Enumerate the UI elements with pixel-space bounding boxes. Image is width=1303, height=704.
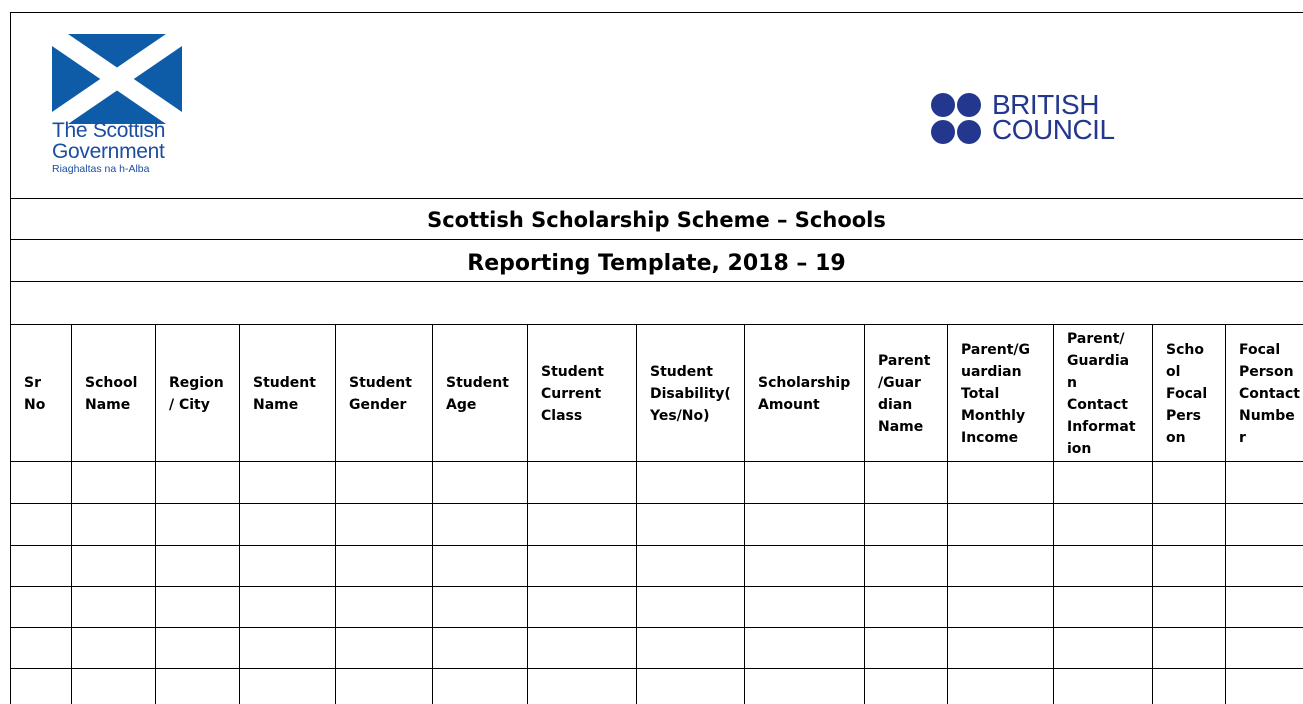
table-cell bbox=[157, 629, 238, 667]
table-cell bbox=[949, 505, 1052, 544]
table-cell bbox=[241, 670, 334, 703]
table-cell bbox=[949, 629, 1052, 667]
table-cell bbox=[434, 629, 526, 667]
table-cell bbox=[73, 629, 154, 667]
subtitle-divider bbox=[10, 281, 1303, 282]
column-header: Scho ol Focal Pers on bbox=[1166, 341, 1208, 446]
column-header: Parent/ Guardia n Contact Informat ion bbox=[1067, 330, 1136, 457]
table-cell bbox=[529, 629, 635, 667]
table-cell bbox=[12, 588, 70, 626]
table-cell bbox=[73, 505, 154, 544]
table-cell bbox=[337, 463, 431, 502]
column-header: Scholarship Amount bbox=[758, 374, 851, 413]
column-header: Parent/G uardian Total Monthly Income bbox=[961, 341, 1030, 446]
table-cell bbox=[1055, 629, 1151, 667]
table-cell bbox=[1055, 670, 1151, 703]
table-cell bbox=[949, 588, 1052, 626]
row-divider bbox=[10, 461, 1303, 462]
table-cell bbox=[1154, 588, 1224, 626]
table-cell bbox=[1227, 547, 1302, 585]
table-cell bbox=[12, 463, 70, 502]
row-divider bbox=[10, 586, 1303, 587]
table-cell bbox=[746, 588, 863, 626]
row-divider bbox=[10, 545, 1303, 546]
top-border bbox=[10, 12, 1303, 13]
table-cell bbox=[1227, 588, 1302, 626]
title-divider bbox=[10, 239, 1303, 240]
table-cell bbox=[746, 505, 863, 544]
column-header: Focal Person Contact Numbe r bbox=[1239, 341, 1300, 446]
table-cell bbox=[157, 588, 238, 626]
table-cell bbox=[1227, 629, 1302, 667]
table-cell bbox=[1154, 463, 1224, 502]
table-cell bbox=[1055, 505, 1151, 544]
british-council-dots-icon bbox=[930, 92, 984, 148]
table-cell bbox=[638, 463, 743, 502]
table-cell bbox=[337, 547, 431, 585]
table-cell bbox=[157, 505, 238, 544]
table-cell bbox=[73, 547, 154, 585]
table-cell bbox=[12, 505, 70, 544]
table-cell bbox=[1154, 547, 1224, 585]
table-cell bbox=[638, 547, 743, 585]
saltire-flag-icon bbox=[52, 34, 182, 124]
row-divider bbox=[10, 627, 1303, 628]
table-cell bbox=[337, 588, 431, 626]
scottish-government-logo bbox=[22, 14, 210, 197]
table-cell bbox=[337, 505, 431, 544]
table-cell bbox=[1154, 670, 1224, 703]
table-cell bbox=[638, 505, 743, 544]
table-cell bbox=[12, 670, 70, 703]
column-header: Student Disability( Yes/No) bbox=[650, 363, 731, 424]
table-cell bbox=[638, 629, 743, 667]
table-cell bbox=[434, 547, 526, 585]
table-cell bbox=[1055, 588, 1151, 626]
table-cell bbox=[866, 670, 946, 703]
table-cell bbox=[638, 670, 743, 703]
table-cell bbox=[866, 463, 946, 502]
table-cell bbox=[12, 629, 70, 667]
column-header: Parent /Guar dian Name bbox=[878, 352, 931, 435]
column-header: Sr No bbox=[24, 374, 46, 413]
table-cell bbox=[73, 670, 154, 703]
table-cell bbox=[73, 463, 154, 502]
table-cell bbox=[1055, 463, 1151, 502]
table-cell bbox=[866, 588, 946, 626]
table-cell bbox=[157, 670, 238, 703]
table-cell bbox=[866, 547, 946, 585]
table-cell bbox=[949, 463, 1052, 502]
table-cell bbox=[1154, 629, 1224, 667]
scottish-logo-line-2: Government bbox=[52, 140, 165, 163]
column-header: Student Gender bbox=[349, 374, 412, 413]
table-cell bbox=[1154, 505, 1224, 544]
table-cell bbox=[241, 463, 334, 502]
table-cell bbox=[746, 670, 863, 703]
column-header: School Name bbox=[85, 374, 138, 413]
row-divider bbox=[10, 503, 1303, 504]
table-cell bbox=[241, 505, 334, 544]
table-cell bbox=[434, 505, 526, 544]
column-header: Region / City bbox=[169, 374, 224, 413]
table-cell bbox=[529, 670, 635, 703]
blank-row-divider bbox=[10, 324, 1303, 325]
column-header: Student Age bbox=[446, 374, 509, 413]
column-header: Student Current Class bbox=[541, 363, 604, 424]
table-cell bbox=[746, 629, 863, 667]
scottish-logo-line-1: The Scottish bbox=[52, 119, 166, 142]
document-subtitle: Reporting Template, 2018 – 19 bbox=[467, 251, 846, 276]
table-cell bbox=[241, 629, 334, 667]
table-cell bbox=[337, 629, 431, 667]
table-cell bbox=[949, 547, 1052, 585]
table-cell bbox=[1227, 670, 1302, 703]
table-cell bbox=[1055, 547, 1151, 585]
column-header: Student Name bbox=[253, 374, 316, 413]
table-cell bbox=[1227, 505, 1302, 544]
table-cell bbox=[638, 588, 743, 626]
table-cell bbox=[337, 670, 431, 703]
table-cell bbox=[949, 670, 1052, 703]
table-cell bbox=[241, 588, 334, 626]
row-divider bbox=[10, 668, 1303, 669]
table-cell bbox=[12, 547, 70, 585]
table-cell bbox=[529, 547, 635, 585]
table-cell bbox=[434, 670, 526, 703]
table-cell bbox=[866, 505, 946, 544]
table-cell bbox=[241, 547, 334, 585]
scottish-logo-line-3: Riaghaltas na h-Alba bbox=[52, 163, 150, 175]
table-cell bbox=[866, 629, 946, 667]
british-council-logo bbox=[930, 89, 1130, 148]
header-divider bbox=[10, 198, 1303, 199]
british-council-line-2: COUNCIL bbox=[992, 114, 1115, 145]
document-title: Scottish Scholarship Scheme – Schools bbox=[427, 208, 886, 232]
table-cell bbox=[529, 463, 635, 502]
table-cell bbox=[157, 463, 238, 502]
table-cell bbox=[434, 588, 526, 626]
table-cell bbox=[157, 547, 238, 585]
table-cell bbox=[746, 463, 863, 502]
table-cell bbox=[1227, 463, 1302, 502]
table-cell bbox=[529, 505, 635, 544]
table-cell bbox=[434, 463, 526, 502]
table-cell bbox=[529, 588, 635, 626]
table-cell bbox=[73, 588, 154, 626]
british-council-line-1: BRITISH bbox=[992, 89, 1099, 120]
table-cell bbox=[746, 547, 863, 585]
